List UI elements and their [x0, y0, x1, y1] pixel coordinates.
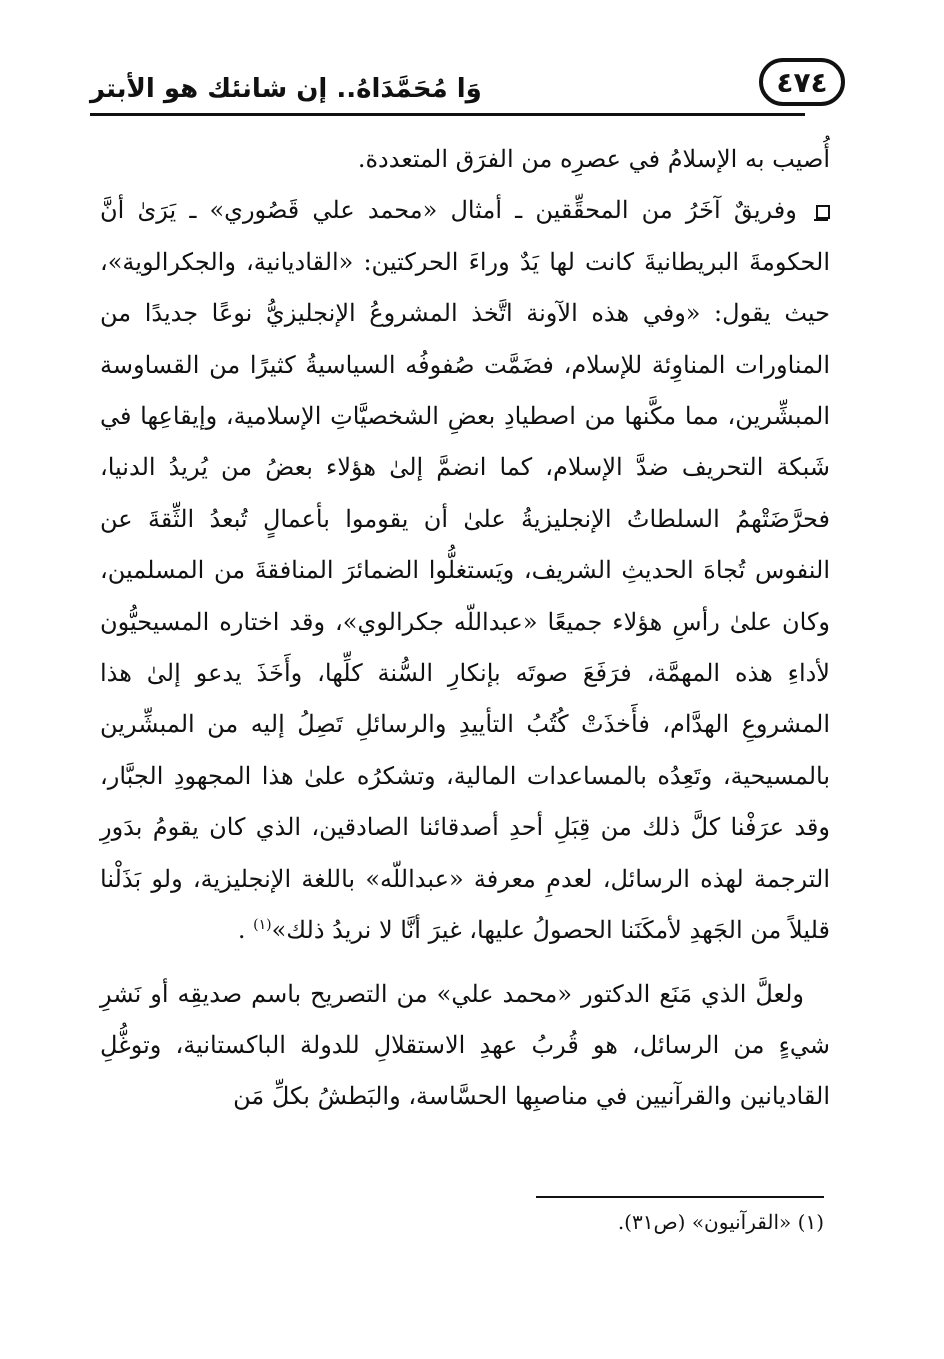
header-rule: [90, 113, 805, 116]
running-title: وَا مُحَمَّدَاهُ.. إن شانئك هو الأبتر: [90, 74, 482, 104]
footnote-rule: [536, 1196, 824, 1198]
page-number: ٤٧٤: [759, 58, 845, 106]
paragraph-3-text: ولعلَّ الذي مَنَع الدكتور «محمد علي» من التصريح باسم صديقِه أو نَشرِ شيءٍ من الرسائل، هو قُربُ عهدِ الاستقلالِ للدولة الباكستانية، وتوغُّلِ القاديانين والقرآنيين في مناصبِها الحسَّاسة، والبَطشُ بكلِّ مَن: [100, 979, 831, 1111]
paragraph-2-end: .: [237, 916, 246, 945]
footnote-text: (١) «القرآنيون» (ص٣١).: [617, 1210, 824, 1234]
footnote-marker: (١): [253, 917, 272, 934]
paragraph-2: [100, 185, 830, 956]
paragraph-1-text: أُصيب به الإسلامُ في عصرِه من الفرَق المتعددة.: [357, 145, 830, 173]
paragraph-2-text: وفريقٌ آخَرُ من المحقِّقين ـ أمثال «محمد علي قَصُوري» ـ يَرَىٰ أنَّ الحكومةَ البريطانيةَ كانت لها يَدٌ وراءَ الحركتين: «القاديانية، والجكرالوية»، حيث يقول: «وفي هذه الآونة اتَّخذ المشروعُ الإنجليزيُّ نوعًا جديدًا من المناورات المناوِئة للإسلام، فضَمَّت صُفوفُه السياسيةُ كثيرًا من القساوسة المبشِّرين، مما مكَّنها من اصطيادِ بعضِ الشخصيَّاتِ الإسلامية، وإيقاعِها في شَبكة التحريف ضدَّ الإسلام، كما انضمَّ إلىٰ هؤلاء بعضُ من يُريدُ الدنيا، فحرَّضَتْهمُ السلطاتُ الإنجليزيةُ علىٰ أن يقوموا بأعمالٍ تُبعدُ الثِّقةَ عن النفوس تُجاهَ الحديثِ الشريف، ويَستغلُّوا الضمائرَ المنافقةَ من المسلمين، وكان علىٰ رأسِ هؤلاء جميعًا «عبداللّه جكرالوي»، وقد اختاره المسيحيُّون لأداءِ هذه المهمَّة، فرَفَعَ صوتَه بإنكارِ السُّنة كلِّها، وأَخَذَ يدعو إلىٰ هذا المشروعِ الهدَّام، فأَخذَتْ كُتُبُ التأييدِ والرسائلِ تَصِلُ إليه من المبشِّرين بالمسيحية، وتَعِدُه بالمساعدات المالية، وتشكرُه علىٰ هذا المجهودِ الجبَّار، وقد عرَفْنا كلَّ ذلك من قِبَلِ أحدِ أصدقائنا الصادقين، الذي كان يقومُ بدَورِ الترجمة لهذه الرسائل، لعدمِ معرفة «عبداللّه» باللغة الإنجليزية، ولو بَذَلْنا قليلاً من الجَهدِ لأمكَنَنا الحصولُ عليها، غيرَ أنَّا لا نريدُ ذلك»: [100, 196, 831, 945]
section-bullet-icon: [816, 205, 830, 219]
paragraph-1: [100, 134, 830, 185]
main-text: [100, 134, 830, 1123]
footnote: [300, 1206, 824, 1238]
paragraph-3: [100, 969, 830, 1123]
running-header: [90, 52, 845, 116]
